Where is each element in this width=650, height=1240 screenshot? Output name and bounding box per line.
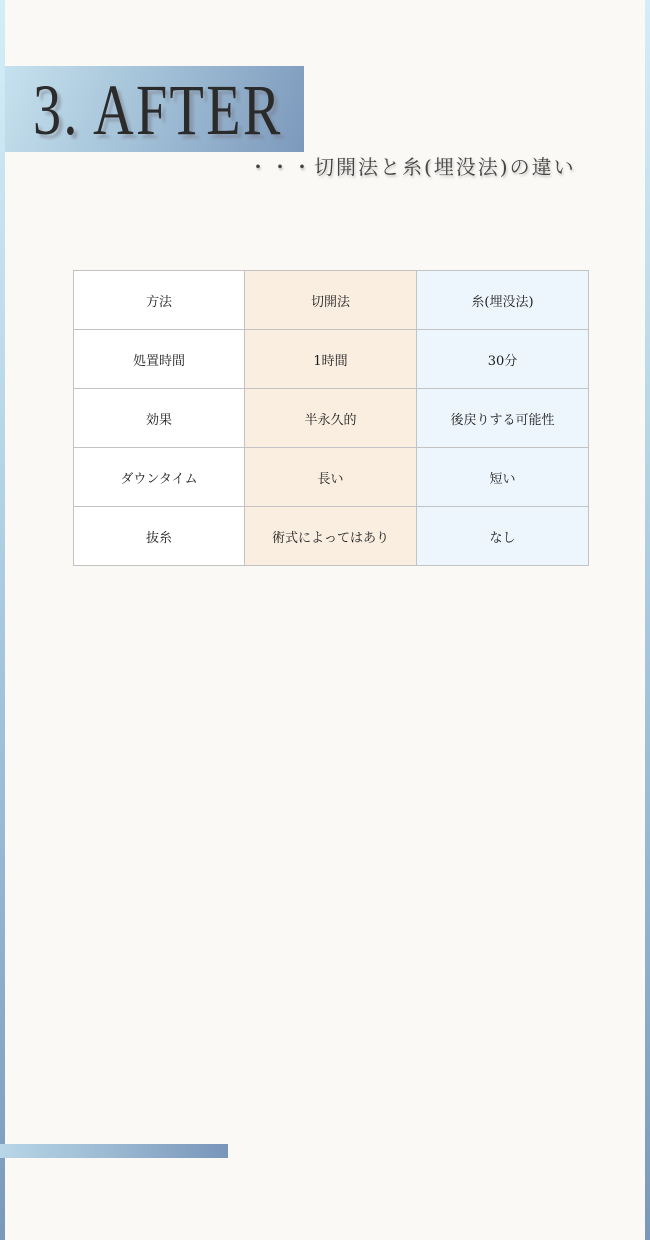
table-cell-label: 効果 — [74, 389, 245, 448]
table-cell-thread: なし — [417, 507, 589, 566]
table-cell-incision: 半永久的 — [245, 389, 417, 448]
right-border-decoration — [645, 0, 650, 1240]
bottom-accent-bar — [0, 1144, 228, 1158]
table-cell-thread: 短い — [417, 448, 589, 507]
table-cell-incision: 術式によってはあり — [245, 507, 417, 566]
table-cell-thread: 後戻りする可能性 — [417, 389, 589, 448]
table-row — [74, 330, 589, 389]
table-cell-label: 抜糸 — [74, 507, 245, 566]
table-cell-incision: 切開法 — [245, 271, 417, 330]
table-header-row — [74, 271, 589, 330]
table-cell-label: 処置時間 — [74, 330, 245, 389]
table-cell-incision: 長い — [245, 448, 417, 507]
section-title: 3. AFTER — [33, 70, 283, 150]
section-subtitle: ・・・切開法と糸(埋没法)の違い — [248, 155, 576, 179]
table-cell-thread: 糸(埋没法) — [417, 271, 589, 330]
left-border-decoration — [0, 0, 5, 1240]
table-cell-label: ダウンタイム — [74, 448, 245, 507]
table-cell-label: 方法 — [74, 271, 245, 330]
section-title-banner — [5, 66, 304, 152]
table-row — [74, 448, 589, 507]
comparison-table — [73, 270, 589, 566]
table-row — [74, 389, 589, 448]
table-row — [74, 507, 589, 566]
table-cell-thread: 30分 — [417, 330, 589, 389]
table-cell-incision: 1時間 — [245, 330, 417, 389]
